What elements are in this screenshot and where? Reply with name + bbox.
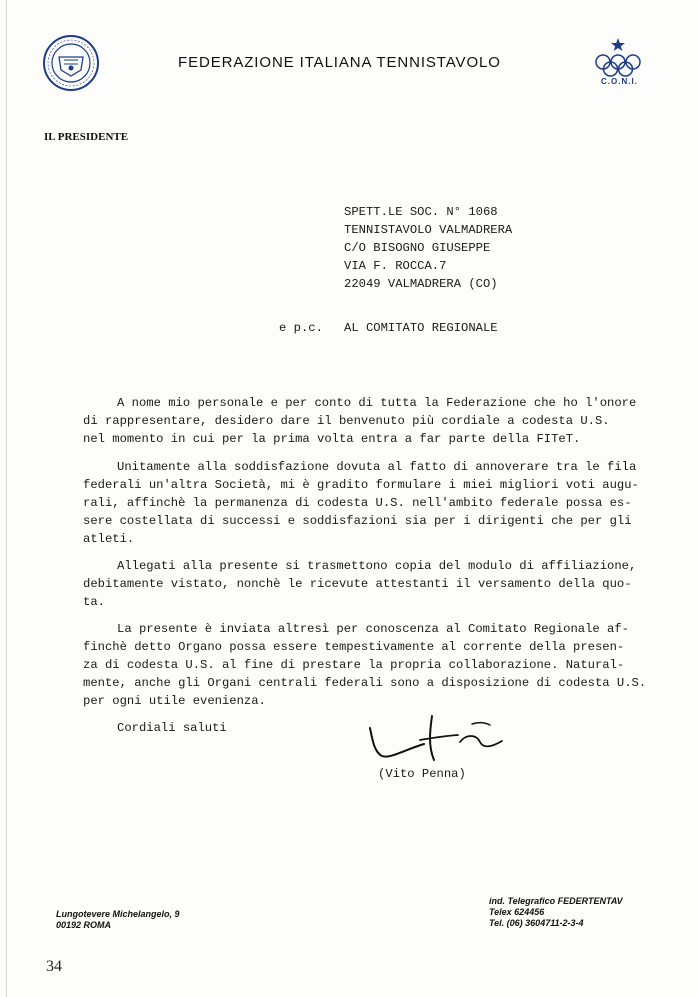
- body-line: di rappresentare, desidero dare il benvenuto più cordiale a codesta U.S.: [83, 414, 610, 428]
- recipient-line: SPETT.LE SOC. N° 1068: [344, 205, 498, 219]
- body-line: La presente è inviata altresì per conoscenza al Comitato Regionale af-: [117, 622, 629, 636]
- body-line: mente, anche gli Organi centrali federali sono a disposizione di codesta U.S.: [83, 676, 647, 690]
- body-line: finchè detto Organo possa essere tempestivamente al corrente della presen-: [83, 640, 625, 654]
- body-line: debitamente vistato, nonchè le ricevute attestanti il versamento della quo-: [83, 577, 632, 591]
- signature-image: [362, 708, 522, 768]
- body-line: nel momento in cui per la prima volta entra a far parte della FITeT.: [83, 432, 581, 446]
- federation-seal-icon: [42, 34, 100, 92]
- footer-address: [56, 909, 180, 931]
- body-line: rali, affinchè la permanenza di codesta U.S. nell'ambito federale possa es-: [83, 496, 632, 510]
- cc-recipient: AL COMITATO REGIONALE: [344, 321, 498, 335]
- cc-label: e p.c.: [279, 321, 323, 335]
- president-label: IL PRESIDENTE: [44, 131, 129, 143]
- footer-contact-line: Telex 624456: [489, 907, 545, 917]
- coni-label: C.O.N.I.: [601, 77, 638, 86]
- body-line: A nome mio personale e per conto di tutta la Federazione che ho l'onore: [117, 396, 637, 410]
- body-line: Unitamente alla soddisfazione dovuta al fatto di annoverare tra le fila: [117, 460, 637, 474]
- footer-contact-line: Tel. (06) 3604711-2-3-4: [489, 918, 584, 928]
- recipient-line: 22049 VALMADRERA (CO): [344, 277, 498, 291]
- recipient-line: C/O BISOGNO GIUSEPPE: [344, 241, 491, 255]
- body-line: federali un'altra Società, mi è gradito formulare i miei migliori voti augu-: [83, 478, 639, 492]
- footer-address-line: 00192 ROMA: [56, 920, 112, 930]
- page-edge: [6, 0, 7, 997]
- body-line: sere costellata di successi e soddisfazioni sia per i dirigenti che per gli: [83, 514, 632, 528]
- body-line: za di codesta U.S. al fine di prestare la propria collaborazione. Natural-: [83, 658, 625, 672]
- recipient-line: VIA F. ROCCA.7: [344, 259, 447, 273]
- federation-title: FEDERAZIONE ITALIANA TENNISTAVOLO: [178, 54, 501, 71]
- footer-contact-line: ind. Telegrafico FEDERTENTAV: [489, 896, 623, 906]
- closing-line: Cordiali saluti: [117, 721, 227, 735]
- recipient-line: TENNISTAVOLO VALMADRERA: [344, 223, 513, 237]
- footer-address-line: Lungotevere Michelangelo, 9: [56, 909, 180, 919]
- footer-contacts: [489, 896, 623, 929]
- page-number: 34: [46, 958, 62, 975]
- body-line: per ogni utile evenienza.: [83, 694, 266, 708]
- body-line: atleti.: [83, 532, 135, 546]
- signatory-name: (Vito Penna): [378, 767, 466, 781]
- body-line: ta.: [83, 595, 105, 609]
- body-line: Allegati alla presente si trasmettono copia del modulo di affiliazione,: [117, 559, 637, 573]
